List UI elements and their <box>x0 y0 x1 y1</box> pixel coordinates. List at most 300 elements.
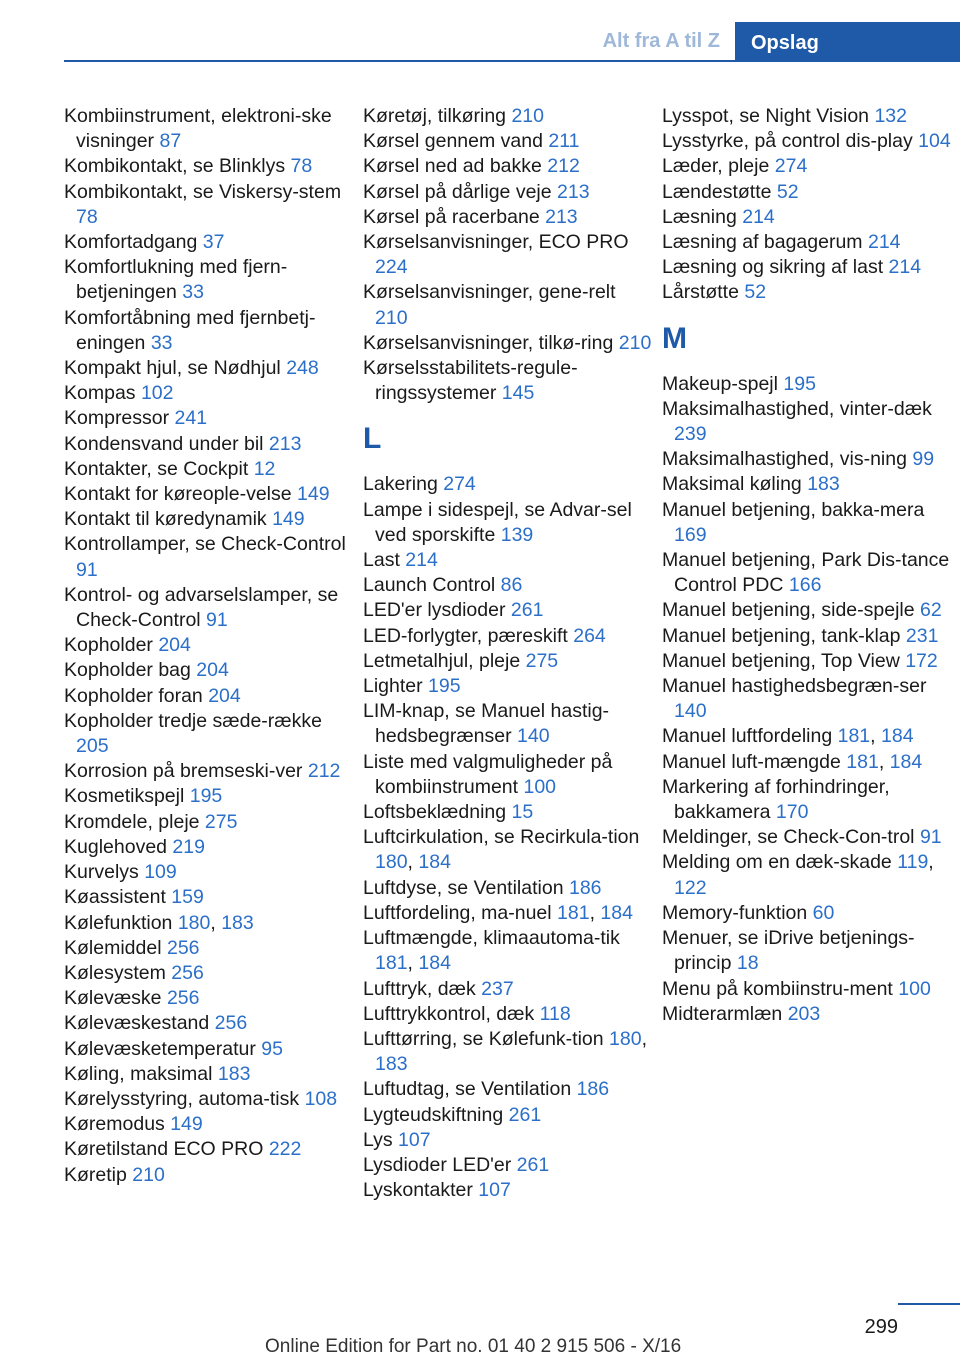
index-entry <box>662 397 952 447</box>
page-link[interactable]: 183 <box>221 911 254 934</box>
page-link[interactable]: 212 <box>547 155 580 178</box>
page-link[interactable]: 149 <box>297 483 330 506</box>
index-term: Kølevæskestand <box>64 1012 215 1035</box>
index-term: Kontakter, se Cockpit <box>64 457 254 480</box>
index-term: Manuel betjening, Top View <box>662 649 906 672</box>
page-link[interactable]: 261 <box>508 1103 542 1126</box>
index-entry <box>64 633 354 658</box>
index-entry <box>662 372 952 397</box>
page-link[interactable]: 241 <box>174 407 208 430</box>
index-term: Køling, maksimal <box>64 1062 218 1085</box>
index-term: Kontakt til køredynamik <box>64 508 273 531</box>
page-link[interactable]: 18 <box>736 952 759 975</box>
page-link[interactable]: 261 <box>510 599 544 622</box>
index-entry <box>64 759 354 784</box>
index-entry <box>64 306 354 356</box>
page-link[interactable]: 261 <box>516 1153 550 1176</box>
page-link[interactable]: 275 <box>204 810 238 833</box>
index-entry <box>363 1103 653 1128</box>
index-entry <box>64 1037 354 1062</box>
index-term: Lysstyrke, på control dis‐play <box>662 130 919 153</box>
index-entry <box>662 750 952 775</box>
index-term: Lygteudskiftning <box>363 1103 509 1126</box>
index-entry <box>64 709 354 759</box>
index-letter-heading: L <box>363 422 382 456</box>
index-term: Lufttryk, dæk <box>363 977 482 1000</box>
index-term: Komfortlukning med fjern‐betjeningen <box>64 256 288 304</box>
index-term: Luftdyse, se Ventilation <box>363 876 569 899</box>
page-link[interactable]: 166 <box>788 574 822 597</box>
index-term: Kontrollamper, se Check-Control <box>64 533 346 556</box>
page-link[interactable]: 78 <box>76 205 98 228</box>
index-entry <box>662 230 952 255</box>
index-term: Læder, pleje <box>662 155 775 178</box>
index-entry <box>662 649 952 674</box>
index-entry <box>363 1128 653 1153</box>
page-link[interactable]: 183 <box>217 1062 251 1085</box>
index-entry <box>662 447 952 472</box>
index-term: Kørsel gennem vand <box>363 130 549 153</box>
page-link[interactable]: 119 <box>897 851 929 874</box>
index-term: Lysspot, se Night Vision <box>662 105 875 127</box>
page-link[interactable]: 181 <box>837 725 871 748</box>
index-entry <box>64 482 354 507</box>
page-link[interactable]: 180 <box>609 1027 642 1050</box>
index-term: Manuel hastighedsbegræn‐ser <box>662 675 927 698</box>
index-entry <box>64 255 354 305</box>
index-entry <box>363 1027 653 1077</box>
index-term: Kombiinstrument, elektroni‐ske visninger <box>64 105 332 153</box>
index-term: Manuel betjening, side‐spejle <box>662 599 920 622</box>
page-link[interactable]: 107 <box>478 1179 511 1202</box>
page-link[interactable]: 91 <box>76 558 98 581</box>
index-term: Korrosion på bremseski‐ver <box>64 760 308 783</box>
index-entry <box>363 573 653 598</box>
index-term: Kopholder bag <box>64 659 197 682</box>
index-term: LED'er lysdioder <box>363 599 511 622</box>
index-term: Luftcirkulation, se Recirkula‐tion <box>363 826 640 849</box>
page-link[interactable]: 140 <box>517 725 550 748</box>
page-link[interactable]: 214 <box>405 549 438 572</box>
page-link[interactable]: 195 <box>783 372 816 395</box>
index-entry <box>363 331 653 356</box>
index-entry <box>64 1062 354 1087</box>
index-entry <box>662 850 952 900</box>
index-term: Maksimalhastighed, vinter‐dæk <box>662 397 932 420</box>
index-entry <box>64 911 354 936</box>
index-entry <box>64 381 354 406</box>
header-rule <box>64 60 960 62</box>
breadcrumb: Alt fra A til Z <box>602 30 720 52</box>
page-separator: , <box>407 952 419 975</box>
index-entry <box>662 1002 952 1027</box>
page-link[interactable]: 183 <box>807 473 840 496</box>
page-link[interactable]: 195 <box>428 675 461 698</box>
index-term: Kølevæske <box>64 987 167 1010</box>
index-entry <box>64 684 354 709</box>
page-link[interactable]: 181 <box>375 952 408 975</box>
page-link[interactable]: 33 <box>150 331 173 354</box>
page-link[interactable]: 213 <box>545 205 578 228</box>
index-entry <box>363 901 653 926</box>
page-link[interactable]: 180 <box>375 851 408 874</box>
index-term: Maksimal køling <box>662 473 808 496</box>
index-entry <box>662 180 952 205</box>
index-entry <box>662 624 952 649</box>
index-term: Kølemiddel <box>64 936 167 959</box>
page-link[interactable]: 222 <box>268 1138 302 1161</box>
index-term: Meldinger, se Check-Con‐trol <box>662 826 920 849</box>
page-link[interactable]: 122 <box>674 876 707 899</box>
page-link[interactable]: 186 <box>576 1078 610 1101</box>
index-term: Kompressor <box>64 407 175 430</box>
index-term: Køretip <box>64 1163 133 1186</box>
page-link[interactable]: 99 <box>912 448 935 471</box>
index-entry <box>64 1011 354 1036</box>
index-term: Kombikontakt, se Blinklys <box>64 155 291 178</box>
index-entry <box>662 901 952 926</box>
page-separator: , <box>878 750 890 773</box>
index-term: Kølesystem <box>64 961 172 984</box>
page-link[interactable]: 184 <box>418 952 451 975</box>
page-link[interactable]: 256 <box>166 936 200 959</box>
index-entry <box>64 1137 354 1162</box>
index-entry <box>363 1002 653 1027</box>
page-link[interactable]: 181 <box>846 750 879 773</box>
index-term: Markering af forhindringer, bakkamera <box>662 775 890 824</box>
index-entry <box>64 860 354 885</box>
index-entry <box>64 104 354 154</box>
index-entry <box>64 961 354 986</box>
index-entry <box>363 1178 653 1203</box>
index-term: Manuel betjening, tank‐klap <box>662 624 906 647</box>
index-entry <box>64 1163 354 1188</box>
page-link[interactable]: 248 <box>286 357 319 380</box>
index-term: Kopholder foran <box>64 684 209 707</box>
index-term: Kurvelys <box>64 861 145 884</box>
index-entry <box>363 674 653 699</box>
index-entry <box>64 1087 354 1112</box>
page-link[interactable]: 86 <box>500 574 523 597</box>
page-link[interactable]: 149 <box>272 508 305 531</box>
index-term: Luftmængde, klimaautoma‐tik <box>363 927 620 950</box>
index-term: Kopholder tredje sæde‐række <box>64 709 322 732</box>
index-entry <box>64 457 354 482</box>
edition-note: Online Edition for Part no. 01 40 2 915 506 - X/16 <box>265 1336 682 1357</box>
index-entry <box>662 548 952 598</box>
index-term: Kørselsanvisninger, tilkø‐ring <box>363 331 619 354</box>
index-term: Lys <box>363 1128 399 1151</box>
index-term: Kølefunktion <box>64 911 178 934</box>
page-link[interactable]: 12 <box>253 457 276 480</box>
page-link[interactable]: 145 <box>501 382 535 405</box>
page-link[interactable]: 184 <box>881 725 914 748</box>
page-separator: , <box>589 901 601 924</box>
page-link[interactable]: 149 <box>170 1113 203 1136</box>
index-entry <box>662 104 952 129</box>
index-term: Kontrol- og advarselslamper, se Check-Control <box>64 583 339 632</box>
index-entry <box>363 598 653 623</box>
index-term: Manuel luft‐mængde <box>662 750 847 773</box>
index-term: Lysdioder LED'er <box>363 1153 517 1176</box>
index-term: Maksimalhastighed, vis‐ning <box>662 448 913 471</box>
page-link[interactable]: 204 <box>196 659 229 682</box>
index-term: Lyskontakter <box>363 1179 479 1202</box>
index-term: Kuglehoved <box>64 835 173 858</box>
index-term: Køretilstand ECO PRO <box>64 1138 269 1161</box>
index-term: Kørselsstabilitets-regule‐ringssystemer <box>363 357 578 405</box>
section-tab[interactable]: Opslag <box>735 22 960 62</box>
page-link[interactable]: 139 <box>500 523 534 546</box>
index-entry <box>363 649 653 674</box>
index-term: Komfortadgang <box>64 231 203 254</box>
index-term: Launch Control <box>363 574 501 597</box>
page-link[interactable]: 213 <box>557 180 590 203</box>
page-link[interactable]: 212 <box>307 760 341 783</box>
index-term: Komfortåbning med fjernbetj‐eningen <box>64 306 316 354</box>
index-term: Menu på kombiinstru‐ment <box>662 977 899 1000</box>
index-term: Lufttørring, se Kølefunk‐tion <box>363 1027 610 1050</box>
index-term: Læsning af bagagerum <box>662 231 868 254</box>
index-entry <box>64 180 354 230</box>
index-entry <box>64 507 354 532</box>
page-link[interactable]: 214 <box>742 205 775 228</box>
index-term: Manuel betjening, bakka‐mera <box>662 498 925 521</box>
page-link[interactable]: 224 <box>375 256 408 279</box>
index-term: Læsning og sikring af last <box>662 256 889 279</box>
page-link[interactable]: 264 <box>573 624 606 647</box>
page-link[interactable]: 95 <box>261 1037 283 1060</box>
page-link[interactable]: 78 <box>290 155 313 178</box>
page-link[interactable]: 172 <box>905 649 938 672</box>
page-link[interactable]: 256 <box>171 961 204 984</box>
index-term: Lændestøtte <box>662 180 777 203</box>
page-link[interactable]: 104 <box>918 130 951 153</box>
page-link[interactable]: 183 <box>375 1053 408 1076</box>
index-term: LIM-knap, se Manuel hastig‐hedsbegrænser <box>363 700 610 748</box>
index-entry <box>662 977 952 1002</box>
page-link[interactable]: 195 <box>189 785 223 808</box>
page-separator: , <box>210 911 222 934</box>
index-term: Memory-funktion <box>662 901 813 924</box>
index-entry <box>64 784 354 809</box>
page-link[interactable]: 169 <box>674 523 707 546</box>
page-separator: , <box>928 851 934 874</box>
index-term: Midterarmlæn <box>662 1002 788 1025</box>
page-link[interactable]: 107 <box>398 1128 431 1151</box>
index-letter-heading: M <box>662 321 687 355</box>
page-link[interactable]: 186 <box>568 876 602 899</box>
page-number: 299 <box>864 1316 898 1338</box>
page-link[interactable]: 237 <box>481 977 514 1000</box>
index-entry <box>64 532 354 582</box>
index-column-2 <box>363 104 653 1203</box>
index-entry <box>363 800 653 825</box>
index-term: Kromdele, pleje <box>64 810 205 833</box>
index-term: Læsning <box>662 205 743 228</box>
page-link[interactable]: 256 <box>166 987 200 1010</box>
index-entry <box>64 658 354 683</box>
index-term: Kørselsanvisninger, ECO PRO <box>363 231 629 254</box>
index-term: Kørsel på dårlige veje <box>363 180 558 203</box>
page-link[interactable]: 210 <box>511 105 544 127</box>
page-link[interactable]: 213 <box>268 432 302 455</box>
index-term: Kosmetikspejl <box>64 785 190 808</box>
page-link[interactable]: 52 <box>776 180 799 203</box>
index-entry <box>662 129 952 154</box>
index-entry <box>64 583 354 633</box>
index-term: Lighter <box>363 675 429 698</box>
page-link[interactable]: 274 <box>774 155 808 178</box>
page-link[interactable]: 205 <box>76 735 109 758</box>
page-link[interactable]: 52 <box>744 281 767 304</box>
page-link[interactable]: 91 <box>919 826 942 849</box>
index-entry <box>363 548 653 573</box>
page-link[interactable]: 159 <box>171 886 204 909</box>
index-term: Luftfordeling, ma‐nuel <box>363 901 558 924</box>
page-link[interactable]: 184 <box>889 750 923 773</box>
index-term: Kontakt for køreople‐velse <box>64 483 298 506</box>
index-entry <box>363 356 653 406</box>
index-entry <box>363 926 653 976</box>
index-column-3 <box>662 104 952 1027</box>
index-term: LED-forlygter, pæreskift <box>363 624 574 647</box>
index-entry <box>363 154 653 179</box>
page-link[interactable]: 214 <box>867 231 901 254</box>
page-link[interactable]: 214 <box>888 256 922 279</box>
index-entry <box>64 432 354 457</box>
page-link[interactable]: 87 <box>159 130 182 153</box>
index-entry <box>363 180 653 205</box>
index-entry <box>363 977 653 1002</box>
page-link[interactable]: 60 <box>812 901 835 924</box>
index-entry <box>662 775 952 825</box>
page-link[interactable]: 102 <box>140 382 174 405</box>
page-link[interactable]: 274 <box>443 473 476 496</box>
page-link[interactable]: 184 <box>600 901 633 924</box>
index-term: Køassistent <box>64 886 172 909</box>
index-term: Kørsel på racerbane <box>363 205 546 228</box>
page-link[interactable]: 275 <box>525 649 559 672</box>
index-entry <box>64 356 354 381</box>
index-entry <box>363 825 653 875</box>
index-entry <box>64 986 354 1011</box>
index-entry <box>363 129 653 154</box>
index-term: Kombikontakt, se Viskersy‐stem <box>64 180 342 203</box>
page-link[interactable]: 204 <box>158 634 191 657</box>
index-term: Luftudtag, se Ventilation <box>363 1078 577 1101</box>
index-entry <box>662 598 952 623</box>
page-link[interactable]: 140 <box>674 700 707 723</box>
page-header <box>0 0 960 62</box>
index-entry <box>64 936 354 961</box>
index-column-1 <box>64 104 354 1188</box>
page-link[interactable]: 15 <box>511 801 534 824</box>
page-link[interactable]: 210 <box>375 306 408 329</box>
index-term: Last <box>363 549 406 572</box>
page-link[interactable]: 256 <box>214 1012 248 1035</box>
index-term: Lampe i sidespejl, se Advar‐sel ved sporskifte <box>363 498 632 546</box>
index-entry <box>363 104 653 129</box>
page-link[interactable]: 100 <box>898 977 931 1000</box>
index-term: Kondensvand under bil <box>64 432 269 455</box>
index-entry <box>662 472 952 497</box>
page-link[interactable]: 231 <box>905 624 939 647</box>
page-link[interactable]: 170 <box>775 801 809 824</box>
index-entry <box>662 205 952 230</box>
index-term: Køretøj, tilkøring <box>363 105 512 127</box>
index-term: Kørselsanvisninger, gene‐relt <box>363 281 616 304</box>
page-link[interactable]: 210 <box>618 331 652 354</box>
page-link[interactable]: 239 <box>674 423 707 446</box>
index-term: Lakering <box>363 473 444 496</box>
index-term: Kølevæsketemperatur <box>64 1037 262 1060</box>
page-link[interactable]: 118 <box>539 1002 571 1025</box>
page-link[interactable]: 108 <box>304 1087 338 1110</box>
index-entry <box>64 230 354 255</box>
index-entry <box>662 724 952 749</box>
index-term: Lufttrykkontrol, dæk <box>363 1002 540 1025</box>
page-link[interactable]: 184 <box>418 851 451 874</box>
index-term: Makeup-spejl <box>662 372 784 395</box>
index-term: Kompas <box>64 382 141 405</box>
index-entry <box>662 255 952 280</box>
page-link[interactable]: 204 <box>208 684 241 707</box>
index-term: Kopholder <box>64 634 159 657</box>
index-term: Kørelysstyring, automa‐tisk <box>64 1087 305 1110</box>
page-link[interactable]: 211 <box>548 130 580 153</box>
page-separator: , <box>641 1027 647 1050</box>
index-entry <box>662 674 952 724</box>
index-entry <box>363 750 653 800</box>
page-link[interactable]: 180 <box>177 911 211 934</box>
index-term: Køremodus <box>64 1113 171 1136</box>
index-entry <box>363 280 653 330</box>
index-entry <box>363 624 653 649</box>
index-entry <box>662 154 952 179</box>
index-entry <box>363 205 653 230</box>
index-entry <box>363 1077 653 1102</box>
index-term: Kørsel ned ad bakke <box>363 155 548 178</box>
page-link[interactable]: 109 <box>144 861 177 884</box>
page-link[interactable]: 203 <box>787 1002 821 1025</box>
page-link[interactable]: 210 <box>132 1163 165 1186</box>
index-term: Manuel betjening, Park Dis‐tance Control PDC <box>662 549 950 597</box>
index-entry <box>363 472 653 497</box>
index-entry <box>662 926 952 976</box>
index-entry <box>363 230 653 280</box>
index-entry <box>662 498 952 548</box>
index-entry <box>64 885 354 910</box>
index-entry <box>662 280 952 305</box>
page-link[interactable]: 132 <box>874 105 907 127</box>
index-term: Kompakt hjul, se Nødhjul <box>64 357 287 380</box>
page-link[interactable]: 37 <box>202 231 225 254</box>
index-entry <box>64 1112 354 1137</box>
index-term: Letmetalhjul, pleje <box>363 649 526 672</box>
index-entry <box>64 835 354 860</box>
page-link[interactable]: 219 <box>172 835 205 858</box>
page-link[interactable]: 181 <box>557 901 590 924</box>
index-entry <box>64 154 354 179</box>
page-link[interactable]: 33 <box>182 281 204 304</box>
page-link[interactable]: 91 <box>206 609 228 632</box>
page-link[interactable]: 100 <box>523 775 557 798</box>
index-entry <box>64 810 354 835</box>
index-term: Liste med valgmuligheder på kombiinstrument <box>363 750 613 798</box>
index-term: Melding om en dæk‐skade <box>662 851 898 874</box>
page-link[interactable]: 62 <box>920 599 942 622</box>
